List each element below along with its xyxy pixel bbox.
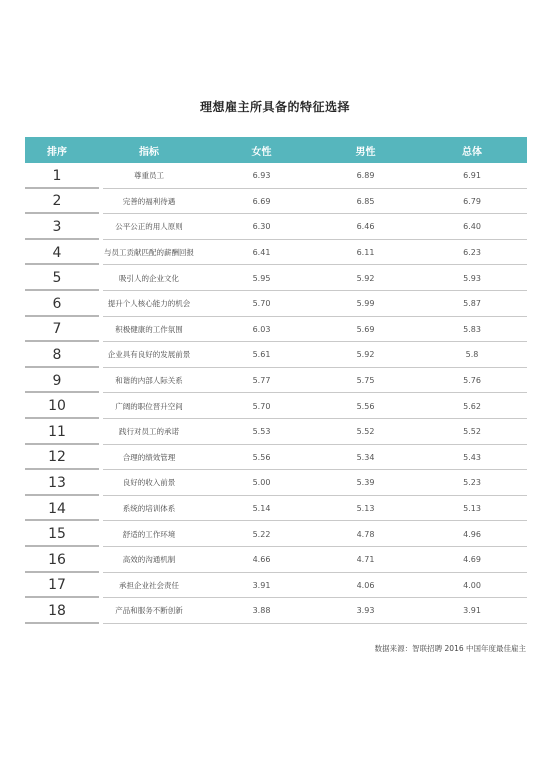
table-row bbox=[25, 521, 527, 547]
male-cell: 5.99 bbox=[356, 299, 375, 309]
rank-cell: 14 bbox=[48, 500, 66, 517]
row-divider-left bbox=[25, 622, 99, 624]
table-header bbox=[25, 137, 527, 163]
male-cell: 6.85 bbox=[356, 196, 375, 206]
rank-cell: 17 bbox=[48, 577, 66, 594]
indicator-cell: 积极健康的工作氛围 bbox=[115, 324, 183, 334]
table-row bbox=[25, 291, 527, 317]
total-cell: 5.83 bbox=[463, 324, 481, 334]
male-cell: 4.78 bbox=[356, 529, 375, 539]
male-cell: 6.89 bbox=[356, 171, 375, 181]
table-row bbox=[25, 214, 527, 240]
indicator-cell: 吸引人的企业文化 bbox=[119, 273, 179, 283]
rank-cell: 16 bbox=[48, 551, 66, 568]
female-cell: 5.95 bbox=[252, 273, 271, 283]
header-rank: 排序 bbox=[47, 146, 67, 158]
total-cell: 5.62 bbox=[463, 401, 481, 411]
rank-cell: 6 bbox=[52, 295, 62, 312]
indicator-cell: 与员工贡献匹配的薪酬回报 bbox=[104, 248, 194, 258]
total-cell: 6.23 bbox=[463, 248, 481, 258]
total-cell: 4.96 bbox=[463, 529, 481, 539]
male-cell: 5.92 bbox=[356, 273, 375, 283]
table-row bbox=[25, 573, 527, 599]
male-cell: 4.71 bbox=[356, 555, 375, 565]
rank-cell: 9 bbox=[52, 372, 62, 389]
table-row bbox=[25, 419, 527, 445]
header-male: 男性 bbox=[355, 146, 376, 158]
table-row bbox=[25, 368, 527, 394]
female-cell: 4.66 bbox=[252, 555, 271, 565]
indicator-cell: 尊重员工 bbox=[134, 171, 164, 181]
indicator-cell: 合理的绩效管理 bbox=[122, 452, 176, 462]
rank-cell: 8 bbox=[52, 346, 62, 363]
indicator-cell: 舒适的工作环境 bbox=[122, 529, 176, 539]
indicator-cell: 践行对员工的承诺 bbox=[119, 427, 179, 437]
total-cell: 5.52 bbox=[463, 427, 481, 437]
table-body bbox=[25, 163, 527, 624]
indicator-cell: 产品和服务不断创新 bbox=[115, 606, 183, 616]
rank-cell: 11 bbox=[48, 423, 66, 440]
header-indicator: 指标 bbox=[139, 146, 159, 158]
table-row bbox=[25, 547, 527, 573]
rank-cell: 7 bbox=[52, 321, 62, 338]
female-cell: 6.41 bbox=[252, 248, 271, 258]
total-cell: 5.8 bbox=[465, 350, 479, 360]
female-cell: 5.00 bbox=[252, 478, 271, 488]
indicator-cell: 提升个人核心能力的机会 bbox=[107, 299, 191, 309]
female-cell: 6.69 bbox=[252, 196, 271, 206]
total-cell: 5.13 bbox=[463, 504, 481, 514]
rank-cell: 3 bbox=[52, 218, 62, 235]
indicator-cell: 广阔的职位晋升空间 bbox=[115, 401, 183, 411]
male-cell: 6.46 bbox=[356, 222, 375, 232]
ranking-table bbox=[25, 137, 527, 624]
female-cell: 6.93 bbox=[252, 171, 271, 181]
male-cell: 5.13 bbox=[356, 504, 375, 514]
total-cell: 6.40 bbox=[463, 222, 481, 232]
table-row bbox=[25, 189, 527, 215]
total-cell: 6.91 bbox=[463, 171, 481, 181]
male-cell: 5.56 bbox=[356, 401, 375, 411]
male-cell: 6.11 bbox=[356, 248, 375, 258]
table-row bbox=[25, 445, 527, 471]
male-cell: 4.06 bbox=[356, 580, 375, 590]
rank-cell: 1 bbox=[52, 167, 62, 184]
row-divider-right bbox=[103, 623, 527, 624]
female-cell: 5.77 bbox=[252, 376, 271, 386]
total-cell: 5.23 bbox=[463, 478, 481, 488]
total-cell: 5.43 bbox=[463, 452, 481, 462]
male-cell: 5.75 bbox=[356, 376, 375, 386]
male-cell: 5.34 bbox=[356, 452, 375, 462]
rank-cell: 5 bbox=[52, 270, 62, 287]
female-cell: 3.91 bbox=[252, 580, 271, 590]
table-row bbox=[25, 342, 527, 368]
table-row bbox=[25, 393, 527, 419]
table-row bbox=[25, 240, 527, 266]
indicator-cell: 企业具有良好的发展前景 bbox=[107, 350, 191, 360]
total-cell: 5.87 bbox=[463, 299, 481, 309]
female-cell: 5.61 bbox=[252, 350, 271, 360]
indicator-cell: 和谐的内部人际关系 bbox=[115, 376, 183, 386]
source-note: 数据来源：智联招聘 2016 中国年度最佳雇主 bbox=[374, 644, 526, 653]
female-cell: 5.56 bbox=[252, 452, 271, 462]
male-cell: 5.69 bbox=[356, 324, 375, 334]
table-row bbox=[25, 163, 527, 189]
rank-cell: 18 bbox=[48, 602, 66, 619]
female-cell: 5.14 bbox=[252, 504, 271, 514]
total-cell: 6.79 bbox=[463, 196, 481, 206]
table-row bbox=[25, 470, 527, 496]
rank-cell: 13 bbox=[48, 474, 66, 491]
indicator-cell: 完善的福利待遇 bbox=[122, 196, 176, 206]
table-row bbox=[25, 265, 527, 291]
rank-cell: 15 bbox=[48, 526, 66, 543]
female-cell: 5.70 bbox=[252, 299, 271, 309]
female-cell: 5.53 bbox=[252, 427, 271, 437]
header-female: 女性 bbox=[251, 146, 272, 158]
total-cell: 5.76 bbox=[463, 376, 481, 386]
female-cell: 5.22 bbox=[252, 529, 271, 539]
indicator-cell: 承担企业社会责任 bbox=[119, 580, 179, 590]
male-cell: 5.92 bbox=[356, 350, 375, 360]
male-cell: 5.39 bbox=[356, 478, 375, 488]
header-total: 总体 bbox=[462, 146, 482, 158]
female-cell: 6.30 bbox=[252, 222, 271, 232]
indicator-cell: 良好的收入前景 bbox=[122, 478, 176, 488]
female-cell: 6.03 bbox=[252, 324, 271, 334]
rank-cell: 2 bbox=[52, 193, 62, 210]
table-title: 理想雇主所具备的特征选择 bbox=[199, 100, 350, 114]
total-cell: 4.00 bbox=[463, 580, 481, 590]
male-cell: 5.52 bbox=[356, 427, 375, 437]
table-row bbox=[25, 317, 527, 343]
rank-cell: 12 bbox=[48, 449, 66, 466]
indicator-cell: 公平公正的用人原则 bbox=[115, 222, 183, 232]
total-cell: 3.91 bbox=[463, 606, 481, 616]
female-cell: 5.70 bbox=[252, 401, 271, 411]
total-cell: 5.93 bbox=[463, 273, 481, 283]
male-cell: 3.93 bbox=[356, 606, 375, 616]
table-row bbox=[25, 496, 527, 522]
indicator-cell: 系统的培训体系 bbox=[122, 504, 176, 514]
indicator-cell: 高效的沟通机制 bbox=[122, 555, 176, 565]
rank-cell: 10 bbox=[48, 398, 66, 415]
female-cell: 3.88 bbox=[252, 606, 271, 616]
rank-cell: 4 bbox=[52, 244, 62, 261]
total-cell: 4.69 bbox=[463, 555, 481, 565]
table-row bbox=[25, 598, 527, 624]
